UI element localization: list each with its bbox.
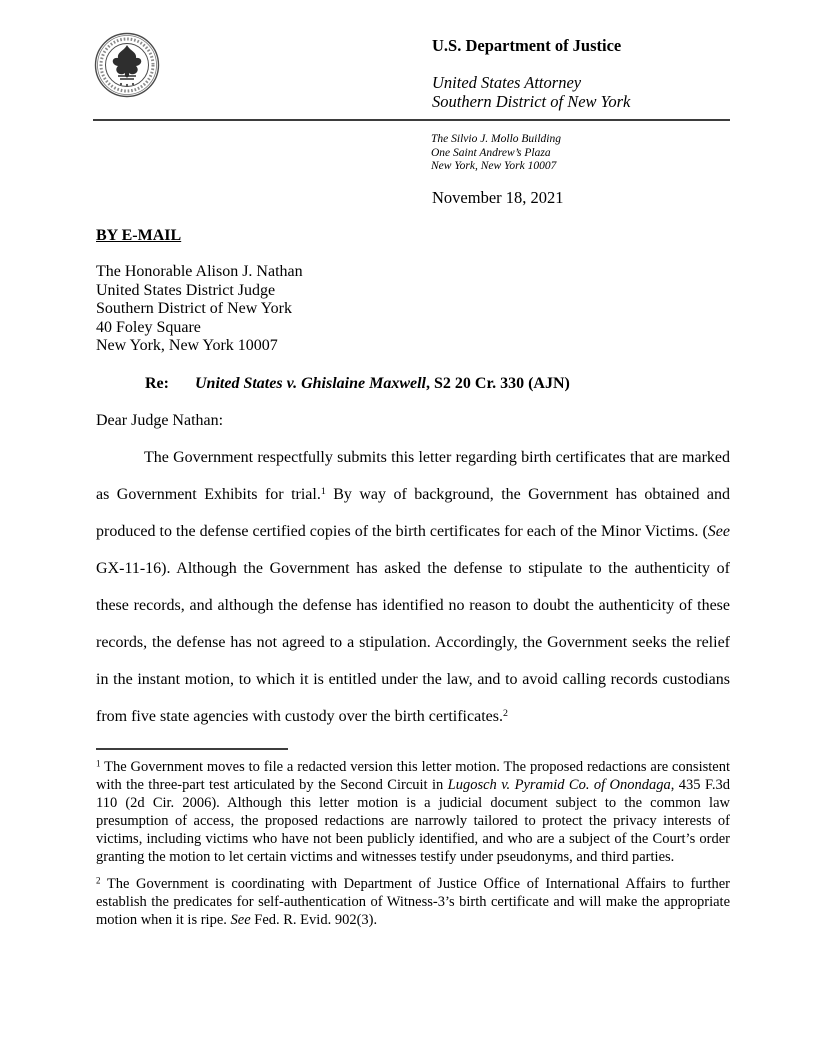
case-name: United States v. Ghislaine Maxwell <box>195 374 426 392</box>
footnote-separator <box>96 748 288 750</box>
office-block <box>432 73 630 111</box>
letter-content <box>96 227 730 735</box>
case-number: , S2 20 Cr. 330 (AJN) <box>425 374 570 392</box>
office-line: United States Attorney <box>432 73 582 92</box>
subject-label: Re: <box>145 374 169 392</box>
office-address-line: New York, New York 10007 <box>431 160 557 172</box>
subject-line <box>145 375 730 393</box>
recipient-line: Southern District of New York <box>96 300 292 318</box>
footnote-1: $^1$ The Government moves to file a redacted version this letter motion. The proposed redactions are consistent with the three-part test articulated by the Second Circuit in Lugosch v. Pyramid Co. of Onondaga, 435 F.3d 110 (2d Cir. 2006). Although this letter motion is a judicial document subject to the common law presumption of access, the proposed redactions are narrowly tailored to protect the privacy interests of victims, including victims who have not been publicly identified, and who are a subject of the Court’s order granting the motion to let certain victims and witnesses testify under pseudonyms, and third parties. <box>96 758 730 865</box>
recipient-line: 40 Foley Square <box>96 318 201 336</box>
letterhead-divider <box>93 119 730 121</box>
footnote-section <box>96 748 730 929</box>
delivery-method: BY E-MAIL <box>96 227 182 244</box>
salutation: Dear Judge Nathan: <box>96 411 224 429</box>
office-line: Southern District of New York <box>432 92 631 111</box>
agency-title: U.S. Department of Justice <box>432 36 622 55</box>
body-paragraph: The Government respectfully submits this letter regarding birth certificates that are marked as Government Exhibits for trial.$^1$ By way of background, the Government has obtained and produced to the defense certified copies of the birth certificates for each of the Minor Victims. (See GX-11-16). Although the Government has asked the defense to stipulate to the authenticity of these records, and although the defense has identified no reason to doubt the authenticity of these records, the defense has not agreed to a stipulation. Accordingly, the Government seeks the relief in the instant motion, to which it is entitled under the law, and to avoid calling records custodians from five state agencies with custody over the birth certificates.$^2$ <box>96 448 731 725</box>
office-address-line: The Silvio J. Mollo Building <box>431 133 561 145</box>
recipient-line: New York, New York 10007 <box>96 337 278 355</box>
recipient-block <box>96 263 730 356</box>
footnote-2: $^2$ The Government is coordinating with Department of Justice Office of International Affairs to further establish the predicates for self-authentication of Witness-3’s birth certificate and will make the appropriate motion when it is ripe. See Fed. R. Evid. 902(3). <box>96 875 730 928</box>
doj-seal-icon <box>94 32 160 98</box>
office-address-line: One Saint Andrew’s Plaza <box>431 146 551 159</box>
letter-date: November 18, 2021 <box>432 188 564 207</box>
recipient-line: United States District Judge <box>96 281 276 299</box>
recipient-line: The Honorable Alison J. Nathan <box>96 263 303 280</box>
office-address-block <box>431 133 561 174</box>
